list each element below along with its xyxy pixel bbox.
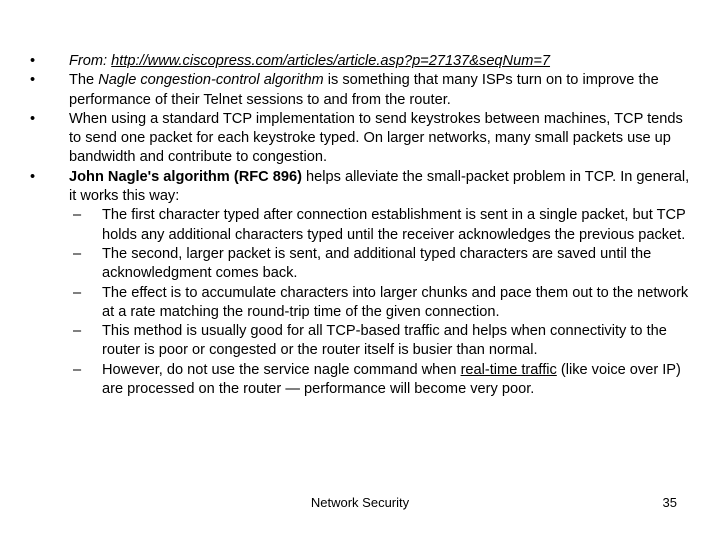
- source-link[interactable]: http://www.ciscopress.com/articles/article.asp?p=27137&seqNum=7: [111, 53, 551, 69]
- bullet-marker: •: [30, 53, 36, 69]
- subbullet-warning: [30, 361, 690, 400]
- realtime-traffic-link[interactable]: real-time traffic: [460, 361, 557, 378]
- bullet-list: [30, 52, 690, 399]
- subbullet-method: [30, 322, 690, 361]
- algorithm-name: Nagle congestion-control algorithm: [98, 72, 324, 89]
- subbullet-text: The effect is to accumulate characters into larger chunks and pace them out to the network at a rate matching the round-trip time of the given connection.: [102, 284, 689, 320]
- dash-marker: –: [73, 207, 82, 224]
- dash-marker: –: [73, 361, 82, 378]
- dash-marker: –: [73, 284, 82, 301]
- bullet-text: When using a standard TCP implementation to send keystrokes between machines, TCP tends to send one packet for each keystroke typed. On larger networks, many small packets use up bandwidth and contribute to congestion.: [69, 110, 683, 166]
- bullet-marker: •: [30, 72, 36, 89]
- subbullet-text: The first character typed after connection establishment is sent in a single packet, but TCP holds any additional characters typed until the receiver acknowledges the previous packet.: [102, 207, 686, 243]
- footer-title: Network Security: [310, 495, 410, 510]
- bullet-source: [30, 52, 690, 71]
- dash-marker: –: [73, 245, 82, 262]
- subbullet-text: The second, larger packet is sent, and additional typed characters are saved until the acknowledgment comes back.: [102, 245, 652, 282]
- source-prefix: From:: [69, 53, 112, 69]
- dash-marker: –: [73, 323, 82, 340]
- subbullet-second-packet: [30, 245, 690, 284]
- bullet-text: The: [69, 72, 99, 89]
- bullet-marker: •: [30, 110, 36, 127]
- subbullet-text: (like voice over IP) are processed on the router — performance will become very poor.: [102, 361, 681, 398]
- rfc-name: John Nagle's algorithm (RFC 896): [69, 168, 302, 185]
- bullet-text: is something that many ISPs turn on to improve the performance of their Telnet sessions to and from the router.: [69, 72, 659, 108]
- bullet-text: helps alleviate the small-packet problem in TCP. In general, it works this way:: [69, 168, 690, 205]
- subbullet-effect: [30, 284, 690, 323]
- subbullet-text: However, do not use the service nagle command when: [102, 361, 461, 378]
- bullet-nagle-intro: [30, 71, 690, 110]
- bullet-marker: •: [30, 168, 36, 185]
- bullet-keystrokes: [30, 110, 690, 168]
- page-number: 35: [662, 495, 677, 510]
- subbullet-text: This method is usually good for all TCP-based traffic and helps when connectivity to the router is poor or congested or the router itself is busier than normal.: [102, 323, 667, 359]
- bullet-rfc896: [30, 168, 690, 207]
- subbullet-first-char: [30, 206, 690, 245]
